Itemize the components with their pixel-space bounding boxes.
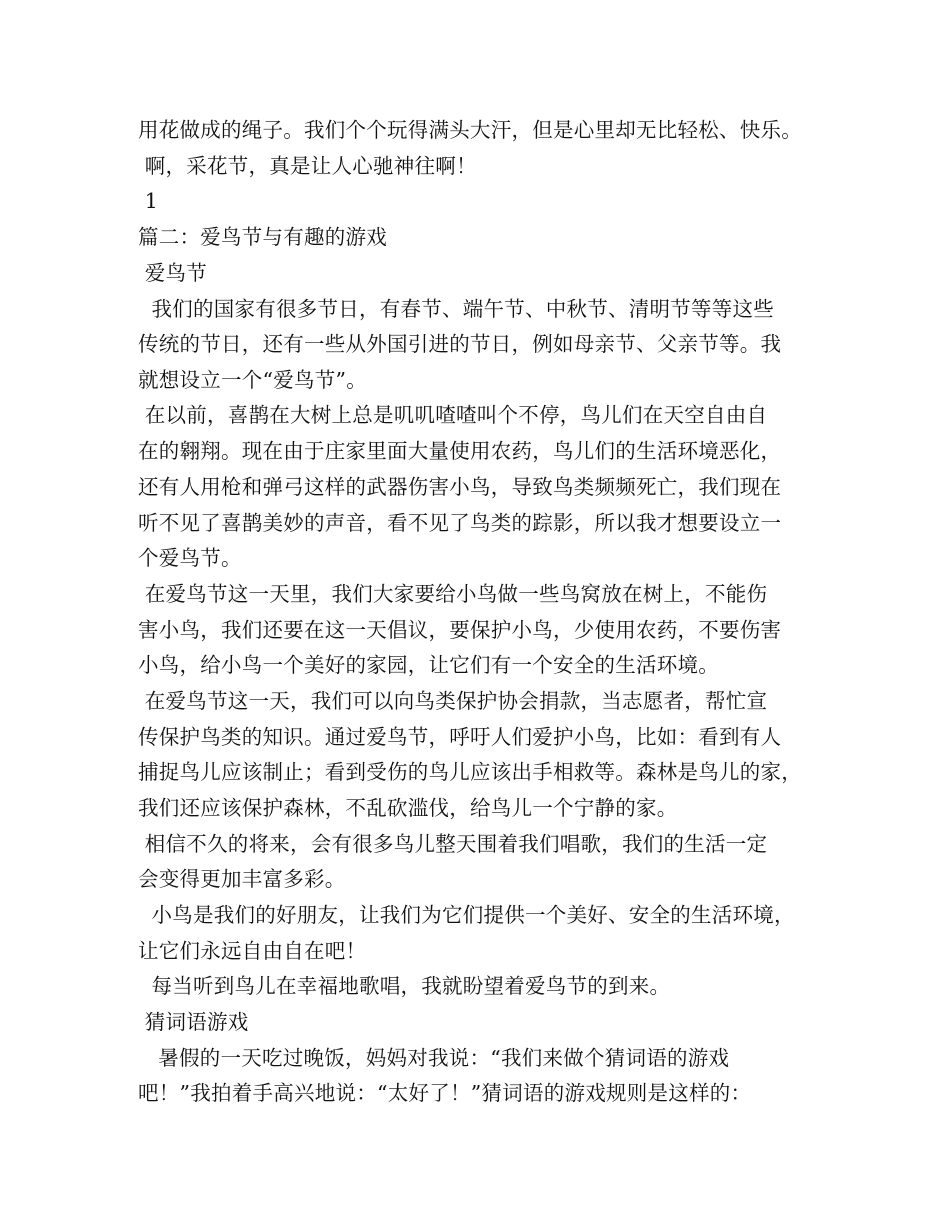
text-line: 相信不久的将来，会有很多鸟儿整天围着我们唱歌，我们的生活一定	[138, 832, 768, 856]
text-line: 会变得更加丰富多彩。	[138, 867, 346, 891]
text-line: 在以前，喜鹊在大树上总是叽叽喳喳叫个不停，鸟儿们在天空自由自	[138, 403, 768, 427]
text-line: 暑假的一天吃过晚饭，妈妈对我说：“我们来做个猜词语的游戏	[138, 1046, 730, 1070]
text-line: 就想设立一个“爱鸟节”。	[138, 368, 367, 392]
text-line: 小鸟，给小鸟一个美好的家园，让它们有一个安全的生活环境。	[138, 653, 719, 677]
text-line: 用花做成的绳子。我们个个玩得满头大汗，但是心里却无比轻松、快乐。	[138, 118, 802, 142]
text-line: 捕捉鸟儿应该制止；看到受伤的鸟儿应该出手相救等。森林是鸟儿的家，	[138, 760, 802, 784]
text-line: 我们还应该保护森林，不乱砍滥伐，给鸟儿一个宁静的家。	[138, 796, 678, 820]
text-line: 听不见了喜鹊美妙的声音，看不见了鸟类的踪影，所以我才想要设立一	[138, 511, 782, 535]
section-title: 篇二：爱鸟节与有趣的游戏	[138, 225, 387, 249]
text-line: 让它们永远自由自在吧！	[138, 939, 367, 963]
text-line: 害小鸟，我们还要在这一天倡议，要保护小鸟，少使用农药，不要伤害	[138, 618, 782, 642]
text-line: 每当听到鸟儿在幸福地歌唱，我就盼望着爱鸟节的到来。	[138, 974, 671, 998]
text-line: 在爱鸟节这一天，我们可以向鸟类保护协会捐款，当志愿者，帮忙宣	[138, 689, 768, 713]
subheading: 爱鸟节	[138, 261, 208, 285]
text-line: 在爱鸟节这一天里，我们大家要给小鸟做一些鸟窝放在树上，不能伤	[138, 582, 768, 606]
text-line: 我们的国家有很多节日，有春节、端午节、中秋节、清明节等等这些	[138, 297, 775, 321]
text-line: 在的翱翔。现在由于庄家里面大量使用农药，鸟儿们的生活环境恶化，	[138, 439, 782, 463]
text-line: 还有人用枪和弹弓这样的武器伤害小鸟，导致鸟类频频死亡，我们现在	[138, 475, 782, 499]
page-number: 1	[138, 189, 159, 213]
text-line: 吧！”我拍着手高兴地说：“太好了！”猜词语的游戏规则是这样的：	[138, 1081, 752, 1105]
text-line: 个爱鸟节。	[138, 546, 242, 570]
text-line: 啊，采花节，真是让人心驰神往啊！	[138, 154, 477, 178]
text-line: 小鸟是我们的好朋友，让我们为它们提供一个美好、安全的生活环境，	[138, 903, 795, 927]
text-line: 传统的节日，还有一些从外国引进的节日，例如母亲节、父亲节等。我	[138, 332, 782, 356]
subheading: 猜词语游戏	[138, 1010, 249, 1034]
text-line: 传保护鸟类的知识。通过爱鸟节，呼吁人们爱护小鸟，比如：看到有人	[138, 725, 782, 749]
